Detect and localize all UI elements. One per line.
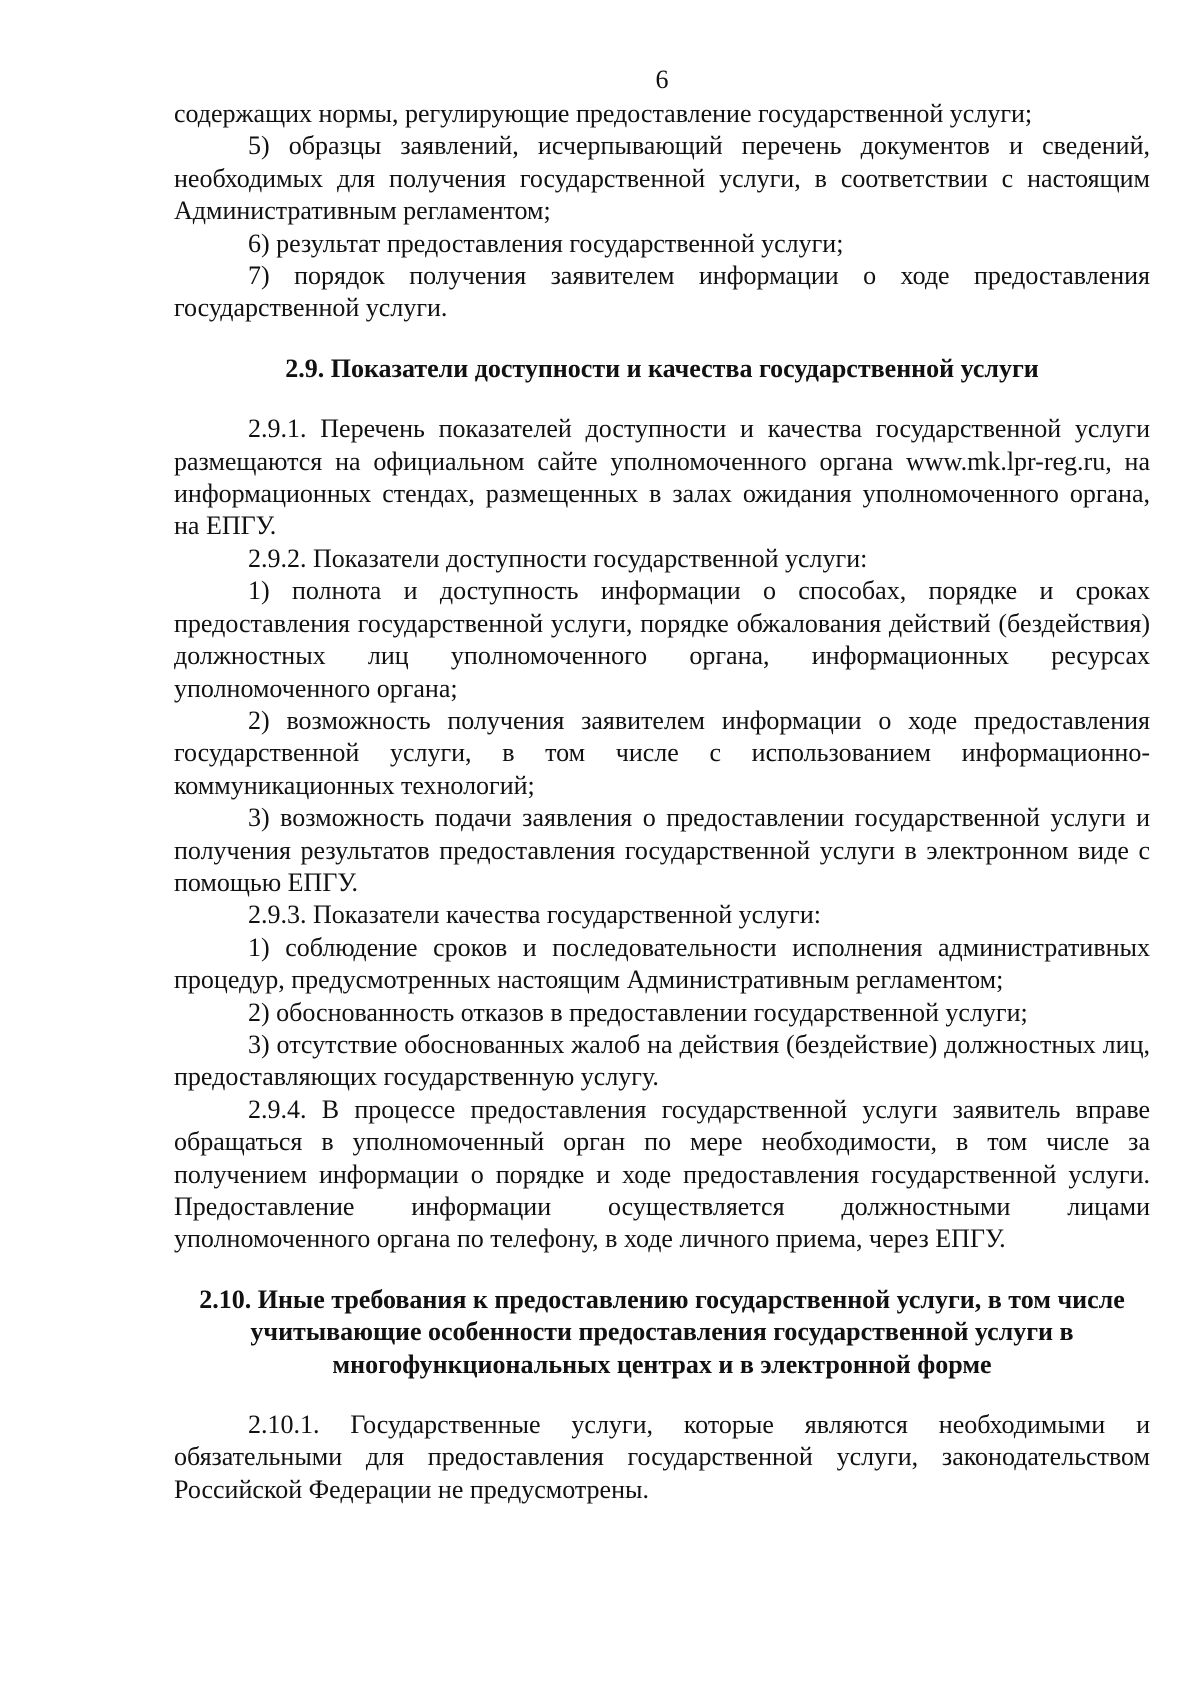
paragraph-2-9-2-item-1: 1) полнота и доступность информации о способах, порядке и сроках предоставления государственной услуги, порядке обжалования действий (бездействия) должностных лиц уполномоченного органа, информационных ресурсах уполномоченного органа;: [174, 576, 1150, 703]
paragraph-2-9-3: 2.9.3. Показатели качества государственной услуги:: [248, 900, 821, 930]
paragraph-2-9-3-item-3: 3) отсутствие обоснованных жалоб на действия (бездействие) должностных лиц, предоставляющих государственную услугу.: [174, 1029, 1150, 1092]
spacer: [174, 385, 1150, 413]
intro-paragraph-item-5: 5) образцы заявлений, исчерпывающий перечень документов и сведений, необходимых для получения государственной услуги, в соответствии с настоящим Административным регламентом;: [174, 131, 1150, 226]
intro-paragraph-item-6: 6) результат предоставления государственной услуги;: [248, 228, 844, 258]
document-page: [174, 64, 1150, 1506]
page-number: 6: [655, 65, 669, 94]
paragraph-2-9-4: 2.9.4. В процессе предоставления государственной услуги заявитель вправе обращаться в уполномоченный орган по мере необходимости, в том числе за получением информации о порядке и ходе предоставления государственной услуги. Предоставление информации осуществляется должностными лицами уполномоченного органа по телефону, в ходе личного приема, через ЕПГУ.: [174, 1094, 1150, 1254]
section-heading-2-10: 2.10. Иные требования к предоставлению государственной услуги, в том числе учитывающие особенности предоставления государственной услуги в многофункциональных центрах и в электронной форме: [199, 1284, 1125, 1379]
paragraph-2-9-2-item-2: 2) возможность получения заявителем информации о ходе предоставления государственной услуги, в том числе с использованием информационно-коммуникационных технологий;: [174, 705, 1150, 800]
paragraph-2-9-3-item-2: 2) обоснованность отказов в предоставлении государственной услуги;: [248, 997, 1028, 1027]
paragraph-2-9-3-item-1: 1) соблюдение сроков и последовательности исполнения административных процедур, предусмотренных настоящим Административным регламентом;: [174, 932, 1150, 995]
intro-paragraph-continuation: содержащих нормы, регулирующие предоставление государственной услуги;: [174, 99, 1033, 128]
paragraph-2-9-2-item-3: 3) возможность подачи заявления о предоставлении государственной услуги и получения результатов предоставления государственной услуги в электронном виде с помощью ЕПГУ.: [174, 803, 1150, 897]
spacer: [174, 325, 1150, 353]
spacer: [174, 1256, 1150, 1284]
paragraph-2-9-1: 2.9.1. Перечень показателей доступности и качества государственной услуги размещаются на официальном сайте уполномоченного органа www.mk.lpr-reg.ru, на информационных стендах, размещенных в залах ожидания уполномоченного органа, на ЕПГУ.: [174, 414, 1150, 541]
paragraph-2-10-1: 2.10.1. Государственные услуги, которые являются необходимыми и обязательными для предоставления государственной услуги, законодательством Российской Федерации не предусмотрены.: [174, 1410, 1150, 1504]
intro-paragraph-item-7: 7) порядок получения заявителем информации о ходе предоставления государственной услуги.: [174, 261, 1150, 323]
paragraph-2-9-2: 2.9.2. Показатели доступности государственной услуги:: [248, 543, 868, 573]
section-heading-2-9: 2.9. Показатели доступности и качества государственной услуги: [285, 353, 1039, 383]
spacer: [174, 1381, 1150, 1409]
